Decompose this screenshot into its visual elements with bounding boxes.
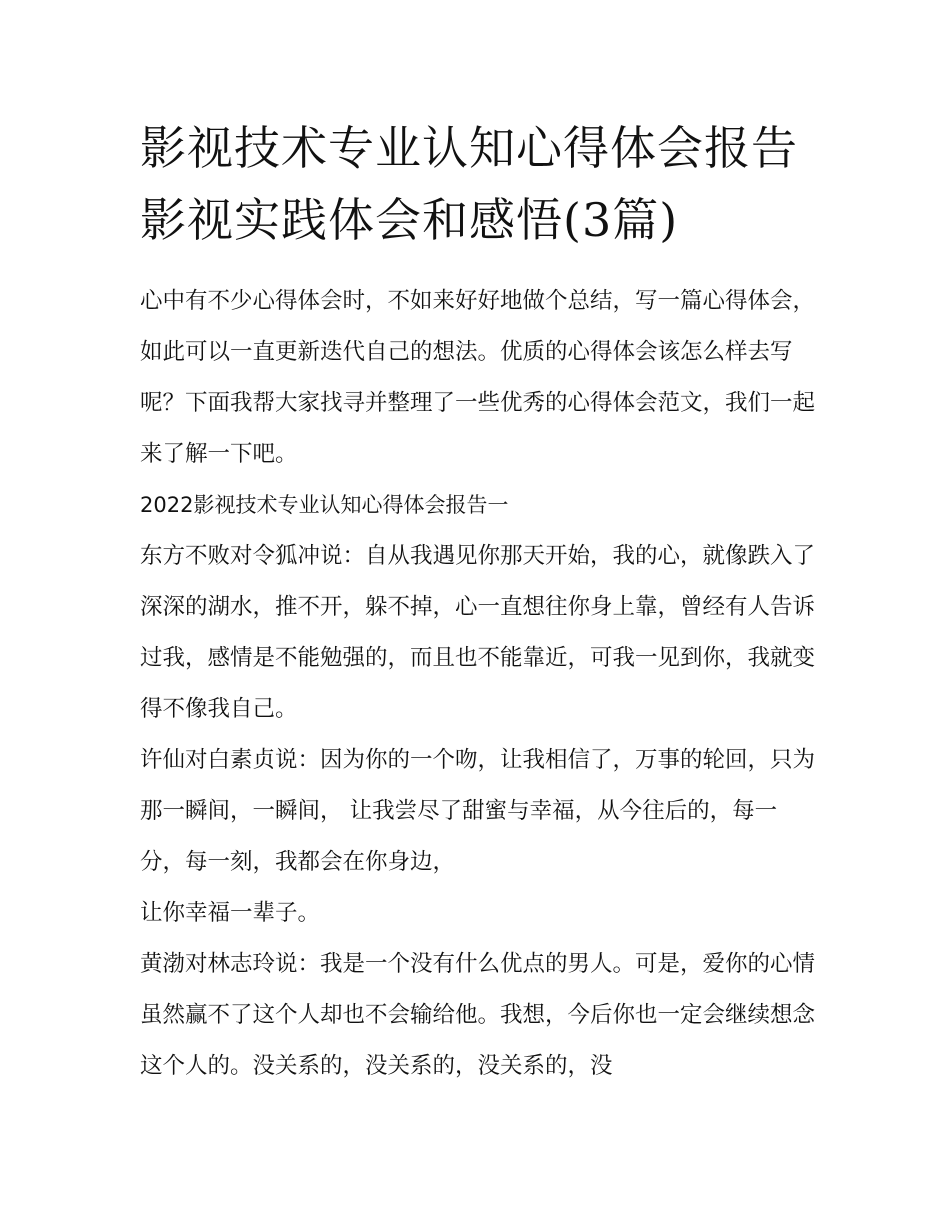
- document-title: 影视技术专业认知心得体会报告 影视实践体会和感悟(3篇): [140, 121, 798, 247]
- body-paragraph: 许仙对白素贞说：因为你的一个吻，让我相信了，万事的轮回，只为那一瞬间，一瞬间， 让我尝尽了甜蜜与幸福，从今往后的，每一分，每一刻，我都会在你身边，: [140, 747, 816, 875]
- section-heading: 2022影视技术专业认知心得体会报告一: [140, 493, 509, 517]
- intro-paragraph: 心中有不少心得体会时，不如来好好地做个总结，写一篇心得体会，如此可以一直更新迭代自己的想法。优质的心得体会该怎么样去写呢？下面我帮大家找寻并整理了一些优秀的心得体会范文，我们一起来了解一下吧。: [140, 288, 816, 467]
- document-page: [140, 112, 816, 1092]
- body-paragraph: 东方不败对令狐冲说：自从我遇见你那天开始，我的心，就像跌入了深深的湖水，推不开，躲不掉，心一直想往你身上靠，曾经有人告诉过我，感情是不能勉强的，而且也不能靠近，可我一见到你，我就变得不像我自己。: [140, 543, 816, 722]
- body-paragraph: 让你幸福一辈子。: [140, 900, 321, 926]
- body-paragraph: 黄渤对林志玲说：我是一个没有什么优点的男人。可是，爱你的心情虽然赢不了这个人却也不会输给他。我想，今后你也一定会继续想念这个人的。没关系的，没关系的，没关系的，没: [140, 951, 816, 1079]
